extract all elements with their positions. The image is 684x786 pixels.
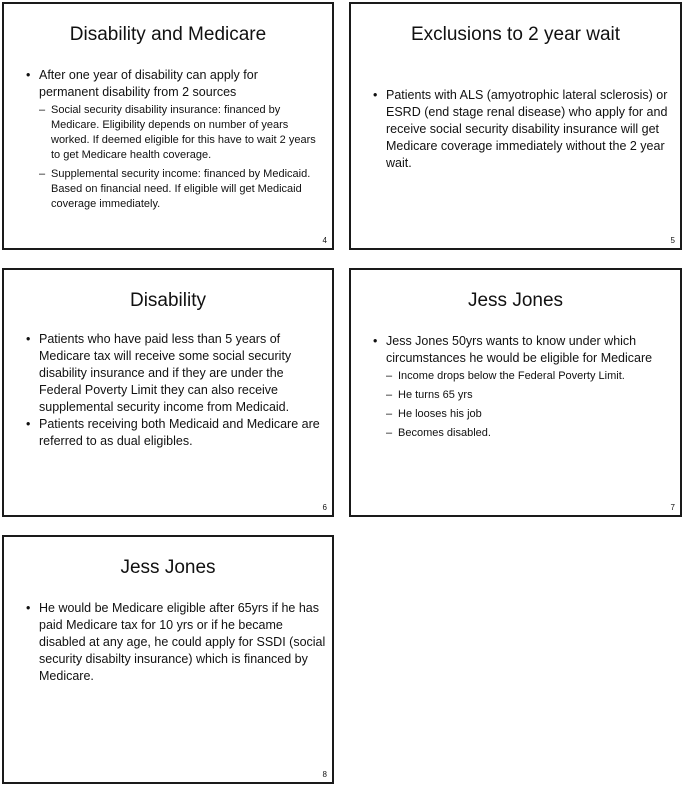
slide-8 — [2, 535, 334, 784]
sub-bullet-item: – He looses his job — [386, 407, 668, 422]
bullet-list — [26, 331, 321, 450]
sub-bullet-list — [39, 103, 318, 212]
slide-number: 6 — [322, 503, 327, 512]
slide-number: 7 — [670, 503, 675, 512]
slide-number: 8 — [322, 770, 327, 779]
sub-bullet-list — [386, 369, 668, 441]
bullet-item — [373, 333, 668, 441]
slide-title: Jess Jones — [120, 557, 216, 578]
sub-bullet-item: – Social security disability insurance: financed by Medicare. Eligibility depends on number of years worked. If deemed eligible for this have to wait 2 years to get Medicare health coverage. — [39, 103, 318, 163]
slide-number: 4 — [322, 236, 327, 245]
bullet-text: After one year of disability can apply for permanent disability from 2 sources — [39, 68, 258, 99]
bullet-list — [26, 600, 326, 685]
bullet-item — [26, 67, 318, 212]
bullet-list — [26, 67, 318, 216]
bullet-item — [26, 416, 321, 450]
bullet-text: Jess Jones 50yrs wants to know under which circumstances he would be eligible for Medicare — [386, 334, 653, 365]
slide-title: Disability — [129, 290, 207, 311]
bullet-list — [373, 87, 673, 172]
bullet-item — [26, 600, 326, 685]
slide-number: 5 — [670, 236, 675, 245]
sub-bullet-item: – Becomes disabled. — [386, 426, 668, 441]
bullet-list — [373, 333, 668, 445]
slide-title: Jess Jones — [467, 290, 564, 311]
sub-bullet-item: – He turns 65 yrs — [386, 388, 668, 403]
slide-title: Disability and Medicare — [69, 24, 267, 45]
bullet-text: Patients receiving both Medicaid and Medicare are referred to as dual eligibles. — [39, 417, 320, 448]
sub-bullet-item: – Supplemental security income: financed by Medicaid. Based on financial need. If eligible will get Medicaid coverage immediately. — [39, 167, 318, 212]
bullet-text: Patients who have paid less than 5 years of Medicare tax will receive some social security disability insurance and if they are under the Federal Poverty Limit they can also receive supplemental security income from Medicaid. — [39, 332, 292, 414]
bullet-text: He would be Medicare eligible after 65yrs if he has paid Medicare tax for 10 yrs or if he became disabled at any age, he could apply for SSDI (social security disabilty insurance) which is financed by Medicare. — [39, 601, 326, 683]
slide-4 — [2, 2, 334, 250]
bullet-item — [26, 331, 321, 416]
slide-title: Exclusions to 2 year wait — [410, 24, 621, 45]
sub-bullet-item: – Income drops below the Federal Poverty Limit. — [386, 369, 668, 384]
bullet-item — [373, 87, 673, 172]
slide-7 — [349, 268, 682, 517]
slide-6 — [2, 268, 334, 517]
slide-5 — [349, 2, 682, 250]
bullet-text: Patients with ALS (amyotrophic lateral sclerosis) or ESRD (end stage renal disease) who apply for and receive social security disability insurance will get Medicare coverage immediately without the 2 year wait. — [386, 88, 668, 170]
